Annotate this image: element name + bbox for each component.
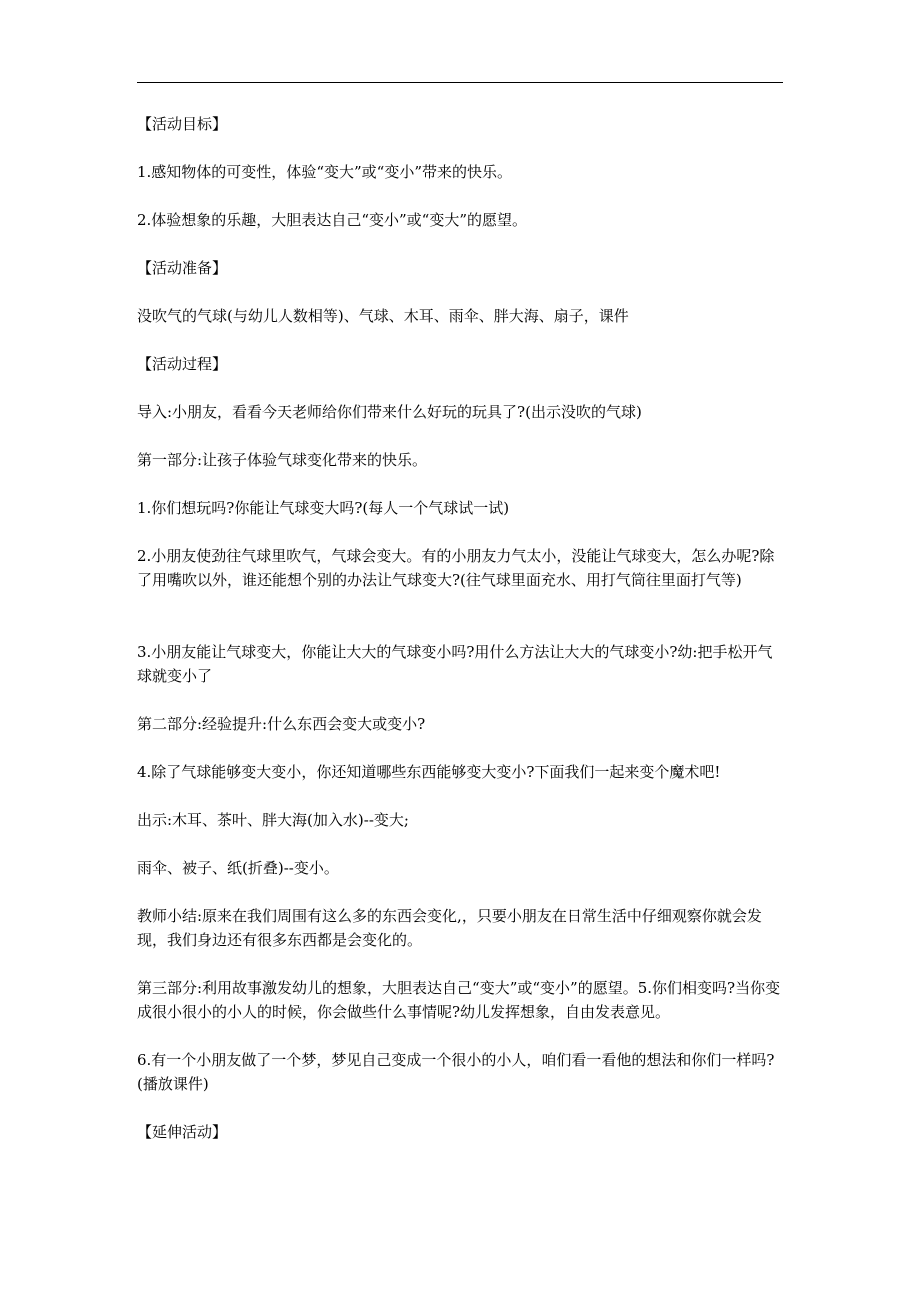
goal-item-2: 2.体验想象的乐趣，大胆表达自己“变小”或“变大”的愿望。 [137,211,527,229]
heading-activity-preparation: 【活动准备】 [137,259,228,277]
part-three-title: 第三部分:利用故事激发幼儿的想象，大胆表达自己“变大”或“变小”的愿望。5.你们相变吗?当你变成很小很小的小人的时候，你会做些什么事情呢?幼儿发挥想象，自由发表意见。 [137,979,781,1021]
header-rule [137,82,783,83]
goal-item-1: 1.感知物体的可变性，体验“变大”或“变小”带来的快乐。 [137,163,512,181]
part-two-title: 第二部分:经验提升:什么东西会变大或变小? [137,715,426,733]
heading-extension-activity: 【延伸活动】 [137,1123,228,1141]
part-one-title: 第一部分:让孩子体验气球变化带来的快乐。 [137,451,428,469]
heading-activity-process: 【活动过程】 [137,355,228,373]
show-items-grow: 出示:木耳、茶叶、胖大海(加入水)--变大; [137,811,409,829]
process-introduction: 导入:小朋友，看看今天老师给你们带来什么好玩的玩具了?(出示没吹的气球) [137,403,642,421]
teacher-summary: 教师小结:原来在我们周围有这么多的东西会变化,，只要小朋友在日常生活中仔细观察你就会发现，我们身边还有很多东西都是会变化的。 [137,907,762,949]
process-step-2: 2.小朋友使劲往气球里吹气，气球会变大。有的小朋友力气太小，没能让气球变大，怎么办呢?除了用嘴吹以外，谁还能想个别的办法让气球变大?(往气球里面充水、用打气筒往里面打气等) [137,547,775,589]
process-step-6: 6.有一个小朋友做了一个梦，梦见自己变成一个很小的小人，咱们看一看他的想法和你们一样吗?(播放课件) [137,1051,775,1093]
heading-activity-goals: 【活动目标】 [137,115,228,133]
process-step-1: 1.你们想玩吗?你能让气球变大吗?(每人一个气球试一试) [137,499,510,517]
preparation-materials: 没吹气的气球(与幼儿人数相等)、气球、木耳、雨伞、胖大海、扇子，课件 [137,307,629,325]
process-step-3: 3.小朋友能让气球变大，你能让大大的气球变小吗?用什么方法让大大的气球变小?幼:把手松开气球就变小了 [137,643,773,685]
show-items-shrink: 雨伞、被子、纸(折叠)--变小。 [137,859,339,877]
process-step-4: 4.除了气球能够变大变小，你还知道哪些东西能够变大变小?下面我们一起来变个魔术吧! [137,763,721,781]
